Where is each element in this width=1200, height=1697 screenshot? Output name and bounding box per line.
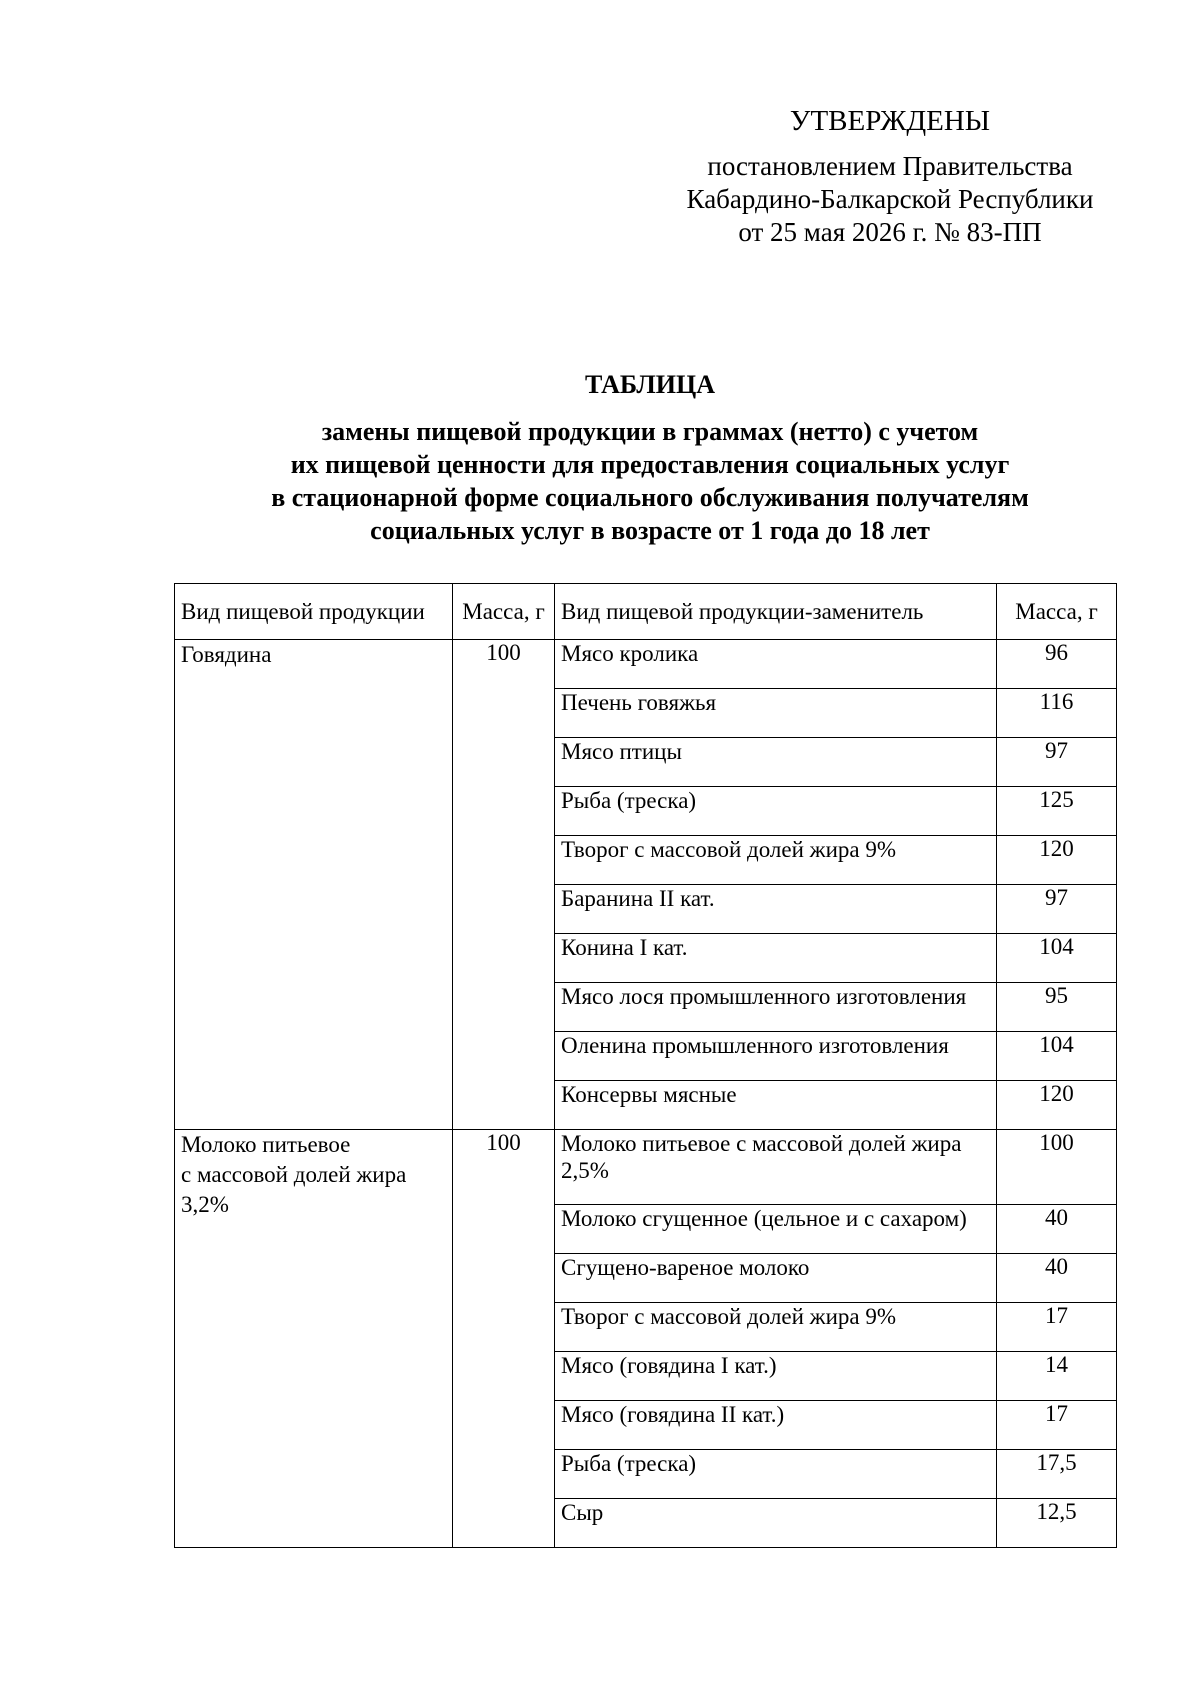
substitute-mass: 97 — [997, 738, 1117, 787]
product-name: Говядина — [181, 642, 272, 667]
substitute-name: Рыба (треска) — [555, 787, 997, 836]
table-row — [175, 1130, 1117, 1205]
substitute-name: Творог с массовой долей жира 9% — [555, 1303, 997, 1352]
title-line: их пищевой ценности для предоставления социальных услуг — [290, 450, 1010, 479]
title-line: социальных услуг в возрасте от 1 года до 18 лет — [370, 516, 930, 545]
substitute-mass: 97 — [997, 885, 1117, 934]
substitute-mass: 104 — [997, 934, 1117, 983]
header-mass: Масса, г — [453, 584, 555, 640]
document-title — [150, 370, 1150, 547]
substitute-mass: 17,5 — [997, 1450, 1117, 1499]
substitute-name: Консервы мясные — [555, 1081, 997, 1130]
substitute-name: Конина I кат. — [555, 934, 997, 983]
substitute-mass: 104 — [997, 1032, 1117, 1081]
product-cell — [175, 640, 453, 1130]
substitute-name: Печень говяжья — [555, 689, 997, 738]
substitute-name: Баранина II кат. — [555, 885, 997, 934]
substitute-mass: 95 — [997, 983, 1117, 1032]
approval-line: постановлением Правительства — [707, 151, 1073, 181]
substitute-mass: 116 — [997, 689, 1117, 738]
title-line: замены пищевой продукции в граммах (нетто) с учетом — [321, 417, 979, 446]
substitute-name: Мясо (говядина II кат.) — [555, 1401, 997, 1450]
table-header-row — [175, 584, 1117, 640]
substitute-mass: 100 — [997, 1130, 1117, 1205]
approval-line: от 25 мая 2026 г. № 83-ПП — [738, 217, 1042, 247]
product-mass: 100 — [453, 640, 555, 1130]
substitute-name: Молоко сгущенное (цельное и с сахаром) — [555, 1205, 997, 1254]
product-name-line: Молоко питьевое — [181, 1132, 351, 1157]
substitute-mass: 17 — [997, 1401, 1117, 1450]
approval-block — [600, 105, 1180, 249]
substitute-name: Оленина промышленного изготовления — [555, 1032, 997, 1081]
substitute-mass: 17 — [997, 1303, 1117, 1352]
substitute-mass: 120 — [997, 1081, 1117, 1130]
substitute-name: Мясо (говядина I кат.) — [555, 1352, 997, 1401]
header-substitute-mass: Масса, г — [997, 584, 1117, 640]
substitute-mass: 125 — [997, 787, 1117, 836]
substitute-mass: 120 — [997, 836, 1117, 885]
substitute-name: Мясо лося промышленного изготовления — [555, 983, 997, 1032]
header-substitute: Вид пищевой продукции-заменитель — [555, 584, 997, 640]
approval-heading: УТВЕРЖДЕНЫ — [789, 105, 991, 137]
table-row — [175, 640, 1117, 689]
product-name-line: с массовой долей жира — [181, 1162, 407, 1187]
substitute-name — [555, 1130, 997, 1205]
substitute-name: Творог с массовой долей жира 9% — [555, 836, 997, 885]
substitute-name: Мясо кролика — [555, 640, 997, 689]
product-mass: 100 — [453, 1130, 555, 1548]
substitute-name: Сгущено-вареное молоко — [555, 1254, 997, 1303]
substitute-mass: 96 — [997, 640, 1117, 689]
substitute-name-line: Молоко питьевое с массовой долей жира — [561, 1131, 962, 1156]
product-cell — [175, 1130, 453, 1548]
substitute-mass: 40 — [997, 1254, 1117, 1303]
substitute-name: Сыр — [555, 1499, 997, 1548]
substitute-mass: 14 — [997, 1352, 1117, 1401]
header-product: Вид пищевой продукции — [175, 584, 453, 640]
substitute-name-line: 2,5% — [561, 1158, 609, 1183]
substitute-name: Мясо птицы — [555, 738, 997, 787]
substitute-name: Рыба (треска) — [555, 1450, 997, 1499]
substitution-table — [174, 583, 1117, 1548]
product-name-line: 3,2% — [181, 1192, 229, 1217]
substitute-mass: 12,5 — [997, 1499, 1117, 1548]
title-main: ТАБЛИЦА — [585, 370, 715, 399]
title-line: в стационарной форме социального обслуживания получателям — [271, 483, 1029, 512]
substitute-mass: 40 — [997, 1205, 1117, 1254]
approval-line: Кабардино-Балкарской Республики — [686, 184, 1094, 214]
